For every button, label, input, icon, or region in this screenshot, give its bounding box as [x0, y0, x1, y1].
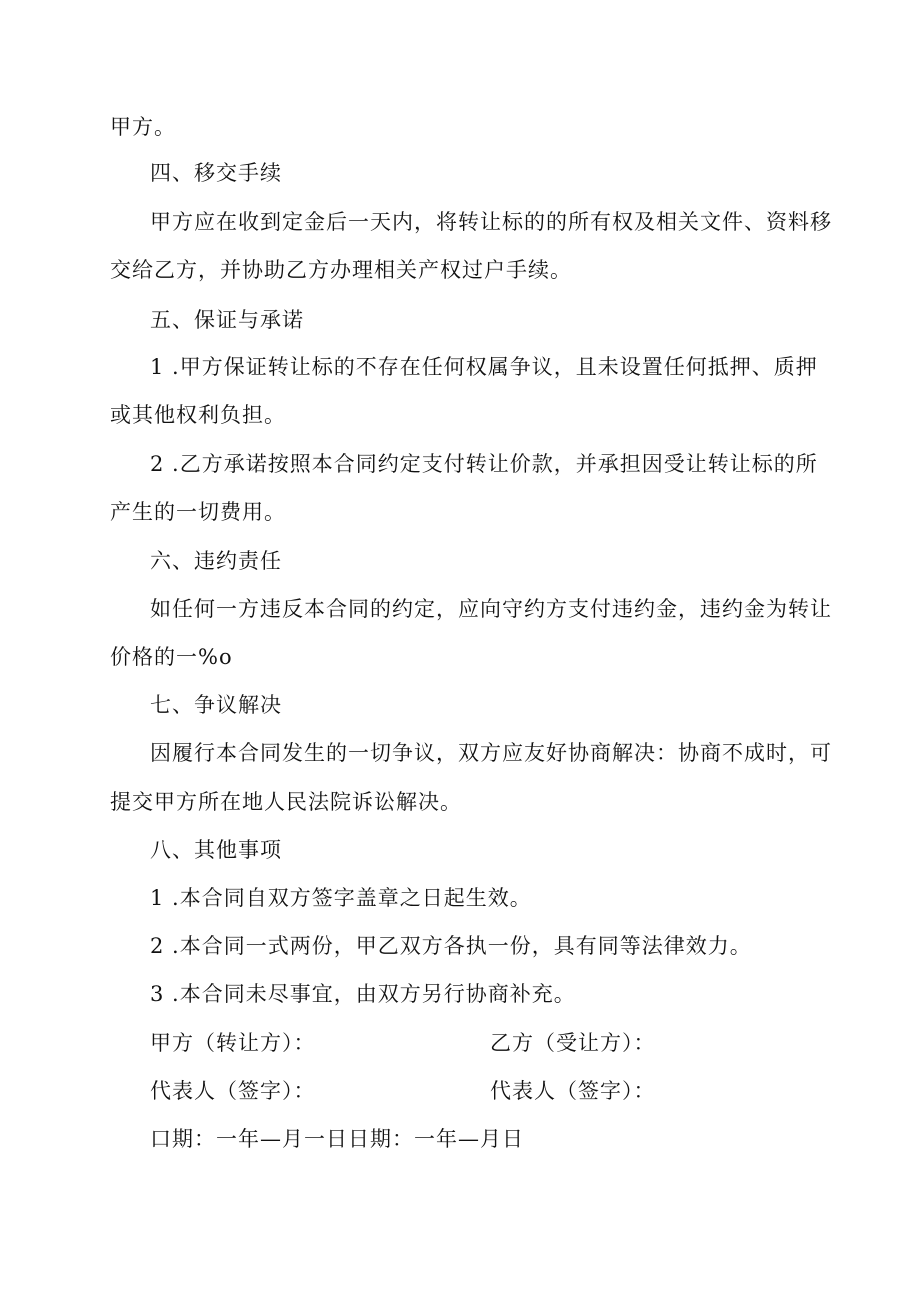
body-text: 如任何一方违反本合同的约定，应向守约方支付违约金，违约金为转让 — [150, 597, 832, 621]
body-text: 甲方。 — [110, 115, 176, 139]
list-item: 1 .本合同自双方签字盖章之日起生效。 — [150, 886, 532, 910]
signature-rep-b: 代表人（签字）： — [490, 1079, 656, 1103]
body-text: 甲方应在收到定金后一天内，将转让标的的所有权及相关文件、资料移 — [150, 210, 832, 234]
section-heading-guarantee: 五、保证与承诺 — [150, 308, 304, 332]
signature-rep-a: 代表人（签字）： — [150, 1079, 316, 1103]
body-text: 因履行本合同发生的一切争议，双方应友好协商解决：协商不成时，可 — [150, 741, 832, 765]
body-text: 产生的一切费用。 — [110, 500, 286, 524]
section-heading-handover: 四、移交手续 — [150, 161, 282, 185]
body-text: 提交甲方所在地人民法院诉讼解决。 — [110, 790, 462, 814]
body-text: 交给乙方，并协助乙方办理相关产权过户手续。 — [110, 258, 572, 282]
signature-party-b: 乙方（受让方）： — [490, 1031, 656, 1055]
body-text: 1 .甲方保证转让标的不存在任何权属争议，且未设置任何抵押、质押 — [150, 355, 818, 379]
body-text: 价格的一%o — [110, 645, 233, 669]
body-text: 2 .乙方承诺按照本合同约定支付转让价款，并承担因受让转让标的所 — [150, 452, 818, 476]
body-text: 或其他权利负担。 — [110, 403, 286, 427]
section-heading-other: 八、其他事项 — [150, 838, 282, 862]
signature-date: 口期：一年—月一日日期：一年—月日 — [150, 1127, 524, 1151]
section-heading-dispute: 七、争议解决 — [150, 693, 282, 717]
signature-party-a: 甲方（转让方）： — [150, 1031, 316, 1055]
section-heading-breach: 六、违约责任 — [150, 549, 282, 573]
list-item: 3 .本合同未尽事宜，由双方另行协商补充。 — [150, 982, 576, 1006]
list-item: 2 .本合同一式两份，甲乙双方各执一份，具有同等法律效力。 — [150, 934, 752, 958]
